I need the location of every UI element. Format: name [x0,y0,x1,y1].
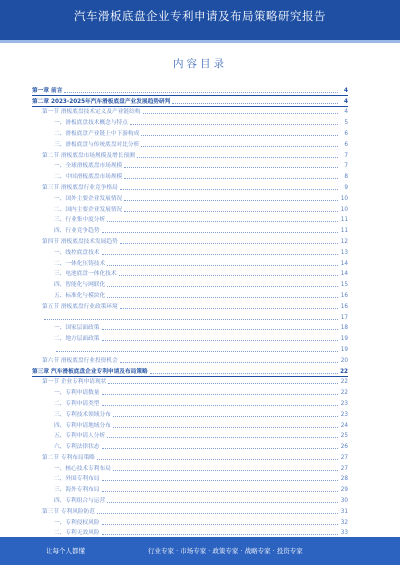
chapter-rule [32,95,348,96]
chapter-rule [32,376,348,377]
toc-entry[interactable] [32,332,348,343]
toc-entry[interactable] [32,257,348,268]
toc-dot-leader [107,265,338,266]
toc-page-number: 10 [340,206,348,213]
toc-entry[interactable] [32,462,348,473]
toc-page-number: 30 [340,498,348,505]
toc-entry[interactable] [32,235,348,246]
toc-page-number: 19 [340,336,348,343]
toc-entry[interactable] [32,127,348,138]
toc-page-number: 24 [340,422,348,429]
toc-chapter-entry[interactable] [32,95,348,106]
toc-dot-leader [150,373,338,374]
toc-entry[interactable] [32,149,348,160]
toc-dot-leader [107,286,338,287]
toc-page-number: 16 [340,303,348,310]
toc-dot-leader [141,146,338,147]
toc-dot-leader [120,362,338,363]
toc-page-number: 8 [344,174,348,181]
footer-brand: 让每个人都懂 [46,547,85,555]
toc-entry-title: 六、专利法律状态 [54,444,100,451]
toc-entry-title: 四、智能化与网联化 [54,282,106,289]
toc-entry-title: 第一节 滑板底盘技术定义及产业链结构 [42,109,141,116]
toc-chapter-entry[interactable] [32,84,348,95]
toc-dot-leader [107,437,338,438]
toc-entry[interactable] [32,408,348,419]
toc-page-number: 17 [340,314,348,321]
toc-entry[interactable] [32,246,348,257]
toc-dot-leader [102,480,339,481]
toc-entry[interactable] [32,300,348,311]
toc-dot-leader [102,329,339,330]
toc-dot-leader [56,351,338,352]
toc-page-number: 27 [340,454,348,461]
toc-dot-leader [130,124,338,125]
toc-entry-title: 一、线控底盘技术 [54,249,100,256]
toc-dot-leader [113,427,338,428]
toc-entry-title: 二、国内主要企业发展情况 [54,206,123,213]
toc-entry[interactable] [32,138,348,149]
toc-entry-title: 第三节 专利风险防范 [42,508,95,515]
toc-entry-title: 第二节 滑板底盘市场规模及增长预测 [42,152,135,159]
toc-entry-title: 三、电池底盘一体化技术 [54,271,117,278]
toc-entry-title: 一、专利申请数量 [54,390,100,397]
toc-entry[interactable] [32,397,348,408]
toc-page-number: 7 [344,152,348,159]
toc-page-number: 11 [340,217,348,224]
toc-entry[interactable] [32,440,348,451]
toc-entry[interactable] [32,203,348,214]
toc-page-number: 29 [340,487,348,494]
toc-entry-title: 一、国外主要企业发展情况 [54,195,123,202]
toc-entry-title: 五、专利申请人分析 [54,433,106,440]
toc-entry[interactable] [32,354,348,365]
toc-dot-leader [108,383,338,384]
toc-page-number: 4 [344,109,348,116]
toc-entry-title: 四、专利申请地域分布 [54,422,111,429]
toc-dot-leader [102,340,339,341]
toc-dot-leader [97,459,338,460]
table-of-contents [32,84,348,536]
toc-entry-title: 第六节 滑板底盘行业投资机会 [42,357,118,364]
toc-dot-leader [137,157,338,158]
report-title: 汽车滑板底盘企业专利申请及布局策略研究报告 [74,9,326,23]
toc-page-number: 10 [340,195,348,202]
toc-page-number: 23 [340,400,348,407]
toc-entry[interactable] [32,268,348,279]
toc-page-number: 11 [340,228,348,235]
toc-entry-title: 二、专利无效风险 [54,530,100,537]
toc-dot-leader [102,524,339,525]
toc-entry-title: 第三节 滑板底盘行业竞争格局 [42,184,118,191]
toc-page-number: 26 [340,444,348,451]
toc-entry-title: 三、专利技术领域分布 [54,411,111,418]
toc-entry[interactable] [32,376,348,387]
toc-page-number: 9 [344,184,348,191]
toc-entry-title: 二、中国滑板底盘市场规模 [54,174,123,181]
toc-page-number: 12 [340,238,348,245]
toc-chapter-entry[interactable] [32,365,348,376]
toc-page-number: 4 [344,98,348,105]
toc-dot-leader [107,502,338,503]
toc-dot-leader [124,211,338,212]
toc-entry-title: 一、核心技术专利布局 [54,465,111,472]
toc-page-number: 31 [340,508,348,515]
footer-slogan: 行业专家 · 市场专家 · 政策专家 · 战略专家 · 投资专家 [148,547,303,555]
toc-dot-leader [113,416,338,417]
toc-page-number: 7 [344,163,348,170]
toc-dot-leader [141,135,338,136]
toc-page-number: 18 [340,325,348,332]
toc-page-number: 28 [340,476,348,483]
toc-entry[interactable] [32,224,348,235]
toc-entry[interactable] [32,419,348,430]
toc-entry-title: 四、行业竞争趋势 [54,228,100,235]
toc-entry-title: 三、海外专利布局 [54,487,100,494]
toc-page-number: 27 [340,465,348,472]
toc-entry[interactable] [32,483,348,494]
toc-dot-leader [97,513,338,514]
toc-dot-leader [172,103,338,104]
report-header [0,0,400,40]
toc-entry[interactable] [32,170,348,181]
toc-entry[interactable] [32,311,348,322]
toc-dot-leader [119,275,338,276]
toc-entry-title: 三、滑板底盘与传统底盘对比分析 [54,141,140,148]
toc-page-number: 19 [340,346,348,353]
toc-entry[interactable] [32,505,348,516]
toc-dot-leader [107,221,338,222]
toc-page-number: 33 [340,530,348,537]
toc-page-number: 5 [344,120,348,127]
toc-entry[interactable] [32,494,348,505]
toc-page-number: 20 [340,357,348,364]
toc-entry[interactable] [32,451,348,462]
toc-entry-title: 第五节 滑板底盘行业政策环境 [42,303,118,310]
toc-dot-leader [120,308,338,309]
toc-dot-leader [107,297,338,298]
toc-entry-title: 一、全球滑板底盘市场规模 [54,163,123,170]
toc-entry-title: 二、地方层面政策 [54,336,100,343]
toc-entry-title: 第二章 2023-2025年汽车滑板底盘产业发展趋势研判 [32,98,171,105]
toc-page-number: 16 [340,292,348,299]
toc-entry[interactable] [32,160,348,171]
toc-dot-leader [102,232,339,233]
header-divider [0,40,400,43]
toc-page-number: 22 [340,368,348,375]
toc-dot-leader [102,448,339,449]
toc-page-number: 4 [344,87,348,94]
toc-entry[interactable] [32,214,348,225]
toc-page-number: 22 [340,379,348,386]
toc-heading: 内容目录 [173,58,227,70]
toc-dot-leader [102,534,339,535]
toc-page-number: 15 [340,282,348,289]
toc-dot-leader [102,254,339,255]
toc-entry-title: 第一章 前言 [32,87,63,94]
toc-entry-title: 二、专利申请类型 [54,400,100,407]
toc-entry[interactable] [32,116,348,127]
report-footer [0,537,400,565]
toc-entry-title: 一、国家层面政策 [54,325,100,332]
toc-dot-leader [124,178,338,179]
toc-entry-title: 第三章 汽车滑板底盘企业专利申请及布局策略 [32,368,148,375]
toc-entry-title: 第四节 滑板底盘技术发展趋势 [42,238,118,245]
toc-entry-title: 一、专利侵权风险 [54,519,100,526]
toc-entry[interactable] [32,516,348,527]
toc-page-number: 14 [340,260,348,267]
toc-entry[interactable] [32,192,348,203]
toc-entry-title: 二、滑板底盘产业链上中下游构成 [54,130,140,137]
toc-entry-title: 二、外围专利布局 [54,476,100,483]
toc-entry-title: 三、行业集中度分析 [54,217,106,224]
toc-dot-leader [120,189,338,190]
toc-dot-leader [64,92,338,93]
toc-entry[interactable] [32,322,348,333]
toc-dot-leader [102,394,339,395]
toc-page-number: 23 [340,411,348,418]
toc-dot-leader [44,319,338,320]
toc-dot-leader [102,405,339,406]
toc-dot-leader [120,243,338,244]
toc-page-number: 32 [340,519,348,526]
toc-page-number: 13 [340,249,348,256]
toc-page-number: 22 [340,390,348,397]
toc-entry[interactable] [32,289,348,300]
toc-entry[interactable] [32,473,348,484]
toc-page-number: 25 [340,433,348,440]
chapter-rule [32,106,348,107]
toc-entry-title: 第二节 专利布局策略 [42,454,95,461]
toc-entry-title: 一、滑板底盘技术概念与特点 [54,120,128,127]
toc-entry[interactable] [32,106,348,117]
toc-entry-title: 四、专利组合与运营 [54,498,106,505]
toc-dot-leader [113,470,338,471]
toc-page-number: 6 [344,141,348,148]
toc-dot-leader [124,167,338,168]
toc-entry[interactable] [32,430,348,441]
toc-entry[interactable] [32,278,348,289]
toc-dot-leader [143,113,339,114]
toc-page-number: 6 [344,130,348,137]
toc-entry[interactable] [32,181,348,192]
toc-entry[interactable] [32,386,348,397]
toc-entry[interactable] [32,527,348,538]
toc-dot-leader [102,491,339,492]
toc-entry-title: 第一节 企业专利申请现状 [42,379,107,386]
toc-entry-title: 五、标准化与模块化 [54,292,106,299]
toc-dot-leader [124,200,338,201]
toc-entry[interactable] [32,343,348,354]
toc-page-number: 14 [340,271,348,278]
toc-entry-title: 二、一体化压铸技术 [54,260,106,267]
